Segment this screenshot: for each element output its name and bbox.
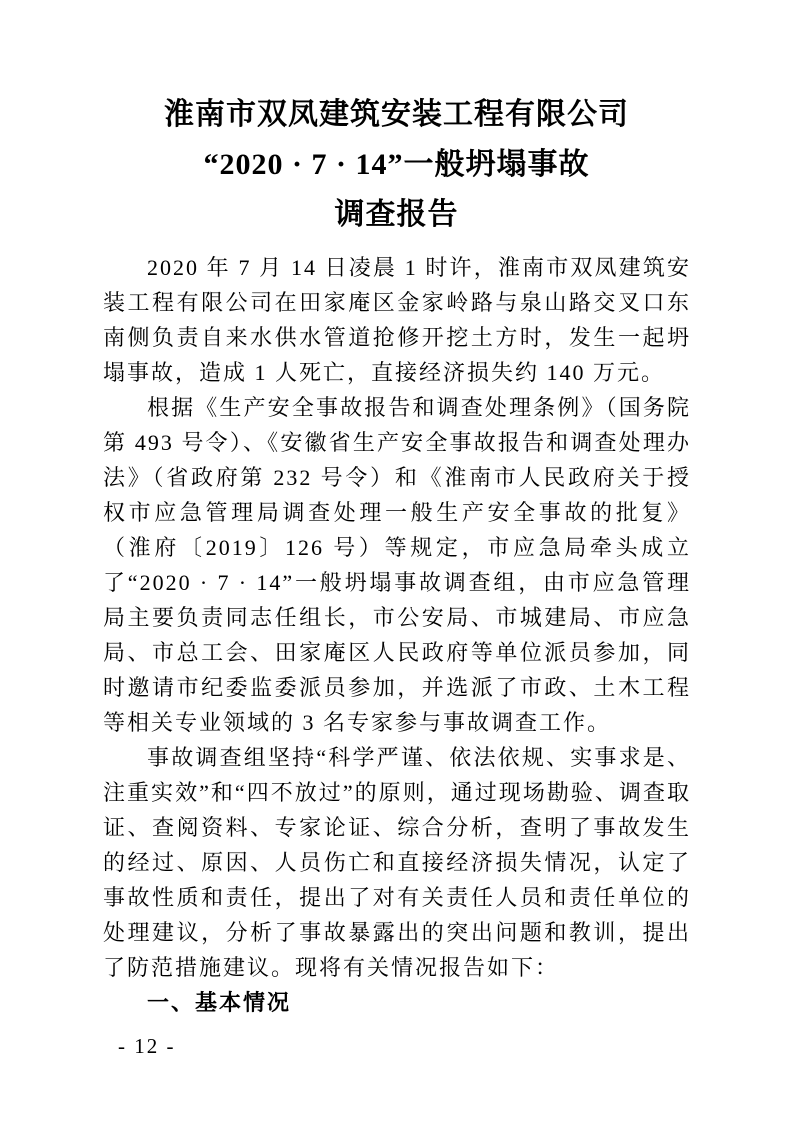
title-line-report: 调查报告 [334,198,459,231]
paragraph-principles: 事故调查组坚持“科学严谨、依法依规、实事求是、注重实效”和“四不放过”的原则，通过现场勘验、调查取证、查阅资料、专家论证、综合分析，查明了事故发生的经过、原因、人员伤亡和直接经济损失情况，认定了事故性质和责任，提出了对有关责任人员和责任单位的处理建议，分析了事故暴露出的突出问题和教训，提出了防范措施建议。现将有关情况报告如下： [103,745,691,980]
paragraph-legal-basis: 根据《生产安全事故报告和调查处理条例》（国务院第 493 号令）、《安徽省生产安全事故报告和调查处理办法》（省政府第 232 号令）和《淮南市人民政府关于授权市应急管理局调查处理一般生产安全事故的批复》（淮府〔2019〕126 号）等规定，市应急局牵头成立了“2020 · 7 · 14”一般坍塌事故调查组，由市应急管理局主要负责同志任组长，市公安局、市城建局、市应急局、市总工会、田家庵区人民政府等单位派员参加，同时邀请市纪委监委派员参加，并选派了市政、土木工程等相关专业领域的 3 名专家参与事故调查工作。 [103,395,691,735]
document-title [0,90,793,240]
section-heading-basic-info: 一、基本情况 [147,990,292,1015]
page-number: - 12 - [118,1034,176,1058]
title-line-accident: “2020 · 7 · 14”一般坍塌事故 [203,148,590,181]
title-line-company: 淮南市双凤建筑安装工程有限公司 [164,98,629,131]
document-body [103,250,691,1020]
paragraph-overview: 2020 年 7 月 14 日凌晨 1 时许，淮南市双凤建筑安装工程有限公司在田家庵区金家岭路与泉山路交叉口东南侧负责自来水供水管道抢修开挖土方时，发生一起坍塌事故，造成 1 人死亡，直接经济损失约 140 万元。 [103,255,691,385]
